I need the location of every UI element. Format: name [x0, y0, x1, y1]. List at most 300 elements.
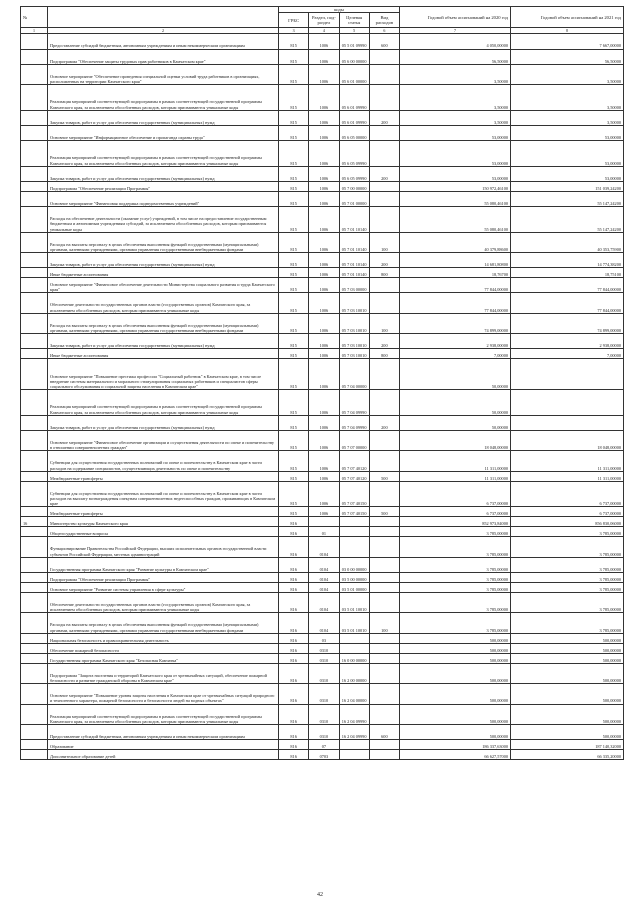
row-cst — [339, 750, 369, 760]
row-vid: 200 — [369, 110, 399, 125]
row-cst — [339, 537, 369, 557]
row-amount-2020: 500,00000 — [400, 724, 511, 739]
row-cst: 16 2 04 09990 — [339, 704, 369, 724]
header-num: № — [21, 7, 48, 28]
table-row — [21, 471, 624, 481]
row-amount-2020: 53,00000 — [400, 125, 511, 140]
row-name: Основное мероприятие "Повышение престижа профессии "Социальный работник" в Камчатском крае, в том числе внедрение системы материального и морального стимулирования социальных работников и специалистов сферы социального обслуживания и социальной защиты населения в Камчатском крае" — [48, 359, 279, 390]
row-grbs: 816 — [279, 517, 309, 527]
row-name: Обеспечение деятельности государственных органов власти (государственных органов) Камчатского края, за исключением обособленных расходов, которым присваиваются уникальные коды — [48, 293, 279, 313]
row-grbs: 815 — [279, 125, 309, 140]
header-vid: Вид расходов — [369, 13, 399, 28]
row-cst: 05 7 03 10010 — [339, 293, 369, 313]
row-vid — [369, 49, 399, 64]
row-razdel: 1006 — [309, 253, 339, 268]
row-cst: 05 5 01 09990 — [339, 34, 369, 49]
row-grbs: 816 — [279, 750, 309, 760]
row-cst: 03 5 01 10010 — [339, 613, 369, 633]
row-grbs: 816 — [279, 740, 309, 750]
row-grbs: 816 — [279, 704, 309, 724]
row-name: Обеспечение пожарной безопасности — [48, 643, 279, 653]
index-cell: 2 — [48, 28, 279, 34]
row-number — [21, 313, 48, 333]
row-amount-2020: 14 681,80800 — [400, 253, 511, 268]
row-amount-2020: 50,00000 — [400, 415, 511, 430]
row-razdel: 1006 — [309, 110, 339, 125]
table-row — [21, 34, 624, 49]
row-number — [21, 207, 48, 233]
row-name: Основное мероприятие "Информационное обеспечение и пропаганда охраны труда" — [48, 125, 279, 140]
row-amount-2020: 852 973,84000 — [400, 517, 511, 527]
row-grbs: 815 — [279, 49, 309, 64]
row-razdel: 1006 — [309, 64, 339, 84]
row-cst: 05 7 01 10140 — [339, 207, 369, 233]
row-razdel: 1006 — [309, 34, 339, 49]
row-razdel: 1006 — [309, 313, 339, 333]
row-name: Закупка товаров, работ и услуг для обеспечения государственных (муниципальных) нужд — [48, 334, 279, 349]
row-name: Иные бюджетные ассигнования — [48, 268, 279, 278]
row-number — [21, 653, 48, 663]
row-grbs: 815 — [279, 390, 309, 416]
row-grbs: 816 — [279, 724, 309, 739]
row-amount-2021: 77 844,00000 — [511, 278, 624, 293]
row-cst: 16 0 00 00000 — [339, 653, 369, 663]
row-grbs: 815 — [279, 431, 309, 451]
index-cell: 7 — [400, 28, 511, 34]
row-vid — [369, 653, 399, 663]
row-razdel: 0310 — [309, 653, 339, 663]
row-vid — [369, 527, 399, 537]
row-amount-2020: 53,00000 — [400, 141, 511, 167]
table-row — [21, 643, 624, 653]
row-amount-2020: 56,50000 — [400, 49, 511, 64]
row-name: Национальная безопасность и правоохранительная деятельность — [48, 633, 279, 643]
row-name: Расходы на обеспечение деятельности (оказание услуг) учреждений, в том числе на предоставление государственным бюджетным и автономным учреждениям субсидий, за исключением обособленных расходов, которым присваиваются уникальные коды — [48, 207, 279, 233]
row-number — [21, 537, 48, 557]
table-row — [21, 740, 624, 750]
row-cst — [339, 643, 369, 653]
row-amount-2021: 11 311,00000 — [511, 471, 624, 481]
row-name: Образование — [48, 740, 279, 750]
row-amount-2020: 7,00000 — [400, 349, 511, 359]
row-number — [21, 110, 48, 125]
row-number — [21, 481, 48, 507]
table-row — [21, 191, 624, 206]
row-razdel: 0104 — [309, 613, 339, 633]
row-amount-2021: 3 785,00000 — [511, 582, 624, 592]
row-name: Государственная программа Камчатского края "Безопасная Камчатка" — [48, 653, 279, 663]
row-amount-2021: 66 335,20000 — [511, 750, 624, 760]
row-number — [21, 704, 48, 724]
row-name: Межбюджетные трансферты — [48, 507, 279, 517]
row-cst: 05 7 03 10010 — [339, 313, 369, 333]
row-razdel: 1006 — [309, 390, 339, 416]
row-name: Основное мероприятие "Развитие системы управления в сфере культуры" — [48, 582, 279, 592]
row-amount-2021: 3 785,00000 — [511, 572, 624, 582]
row-grbs: 816 — [279, 643, 309, 653]
row-razdel: 1006 — [309, 334, 339, 349]
row-cst: 05 7 04 09990 — [339, 415, 369, 430]
row-number — [21, 451, 48, 471]
row-amount-2020: 500,00000 — [400, 643, 511, 653]
row-amount-2020: 53,00000 — [400, 166, 511, 181]
row-grbs: 815 — [279, 349, 309, 359]
row-amount-2020: 3 785,00000 — [400, 557, 511, 572]
row-cst: 16 2 04 09990 — [339, 724, 369, 739]
row-number — [21, 390, 48, 416]
row-grbs: 815 — [279, 191, 309, 206]
row-grbs: 815 — [279, 359, 309, 390]
row-amount-2020: 3,50000 — [400, 110, 511, 125]
row-razdel: 1006 — [309, 293, 339, 313]
row-grbs: 816 — [279, 592, 309, 612]
table-row — [21, 207, 624, 233]
index-cell: 1 — [21, 28, 48, 34]
row-amount-2020: 74 899,00000 — [400, 313, 511, 333]
row-name: Предоставление субсидий бюджетным, автономным учреждениям и иным некоммерческим организациям — [48, 34, 279, 49]
row-grbs: 815 — [279, 253, 309, 268]
row-amount-2021: 77 844,00000 — [511, 293, 624, 313]
row-grbs: 815 — [279, 313, 309, 333]
row-grbs: 815 — [279, 232, 309, 252]
table-row — [21, 724, 624, 739]
row-cst — [339, 527, 369, 537]
row-razdel: 07 — [309, 740, 339, 750]
row-vid: 600 — [369, 34, 399, 49]
row-vid — [369, 191, 399, 206]
row-grbs: 815 — [279, 64, 309, 84]
table-row — [21, 141, 624, 167]
row-number — [21, 592, 48, 612]
row-razdel: 1006 — [309, 349, 339, 359]
row-vid — [369, 582, 399, 592]
row-vid: 200 — [369, 253, 399, 268]
row-vid — [369, 181, 399, 191]
row-number — [21, 64, 48, 84]
row-grbs: 815 — [279, 207, 309, 233]
row-grbs: 815 — [279, 268, 309, 278]
row-cst: 05 7 04 00000 — [339, 359, 369, 390]
row-amount-2021: 6 737,00000 — [511, 481, 624, 507]
row-number — [21, 572, 48, 582]
row-grbs: 815 — [279, 415, 309, 430]
row-razdel: 1006 — [309, 141, 339, 167]
row-amount-2020: 3 785,00000 — [400, 537, 511, 557]
row-razdel: 0104 — [309, 582, 339, 592]
row-razdel: 1006 — [309, 431, 339, 451]
row-amount-2021: 3,50000 — [511, 110, 624, 125]
row-grbs: 815 — [279, 85, 309, 111]
row-vid — [369, 481, 399, 507]
row-name: Подпрограмма "Защита населения и территорий Камчатского края от чрезвычайных ситуаций, обеспечение пожарной безопасности и развитие гражданской обороны в Камчатском крае" — [48, 663, 279, 683]
row-number — [21, 191, 48, 206]
row-amount-2021: 500,00000 — [511, 663, 624, 683]
row-grbs: 816 — [279, 653, 309, 663]
row-vid — [369, 643, 399, 653]
row-amount-2021: 2 938,00000 — [511, 334, 624, 349]
row-vid — [369, 663, 399, 683]
row-razdel: 1006 — [309, 359, 339, 390]
row-name: Основное мероприятие "Обеспечение проведения специальной оценки условий труда работников в организациях, расположенных на территории Камчатского края" — [48, 64, 279, 84]
row-cst: 05 7 01 10140 — [339, 253, 369, 268]
row-name: Реализация мероприятий соответствующей подпрограммы в рамках соответствующей государственной программы Камчатского края, за исключением обособленных расходов, которым присваиваются уникальные коды — [48, 704, 279, 724]
row-name: Основное мероприятие "Повышение уровня защиты населения в Камчатском крае от чрезвычайных ситуаций природного и техногенного характера, пожарной безопасности и безопасности людей на водных объектах" — [48, 684, 279, 704]
row-amount-2021: 3 785,00000 — [511, 537, 624, 557]
row-razdel: 0104 — [309, 572, 339, 582]
row-amount-2020: 18 048,00000 — [400, 431, 511, 451]
table-row — [21, 110, 624, 125]
row-grbs: 816 — [279, 537, 309, 557]
row-name: Субвенции для осуществления государственных полномочий по опеке и попечительству в Камчатском крае в части расходов на выплату вознаграждения опекунам совершеннолетних недееспособных граждан, проживающих в Камчатском крае — [48, 481, 279, 507]
row-amount-2021: 74 899,00000 — [511, 313, 624, 333]
row-grbs: 815 — [279, 141, 309, 167]
row-amount-2020: 11 311,00000 — [400, 451, 511, 471]
row-vid — [369, 141, 399, 167]
row-number — [21, 557, 48, 572]
row-amount-2020: 186 337,63000 — [400, 740, 511, 750]
row-cst: 05 7 07 40150 — [339, 507, 369, 517]
row-amount-2021: 500,00000 — [511, 653, 624, 663]
row-cst: 16 2 00 00000 — [339, 663, 369, 683]
table-row — [21, 268, 624, 278]
row-name: Основное мероприятие "Финансовое обеспечение организации и осуществления деятельности по опеке и попечительству в отношении совершеннолетних граждан" — [48, 431, 279, 451]
row-cst: 05 6 05 00000 — [339, 125, 369, 140]
row-vid — [369, 517, 399, 527]
row-cst — [339, 740, 369, 750]
row-razdel: 0310 — [309, 663, 339, 683]
row-number — [21, 415, 48, 430]
row-amount-2021: 500,00000 — [511, 643, 624, 653]
table-row — [21, 537, 624, 557]
row-amount-2021: 3 785,00000 — [511, 613, 624, 633]
row-vid — [369, 125, 399, 140]
table-row — [21, 633, 624, 643]
table-row — [21, 166, 624, 181]
row-cst: 05 7 00 00000 — [339, 181, 369, 191]
row-grbs: 816 — [279, 527, 309, 537]
row-amount-2020: 500,00000 — [400, 684, 511, 704]
row-cst: 05 7 04 09990 — [339, 390, 369, 416]
table-row — [21, 582, 624, 592]
row-razdel: 1006 — [309, 181, 339, 191]
row-cst — [339, 633, 369, 643]
row-amount-2020: 150 972,46100 — [400, 181, 511, 191]
row-grbs: 816 — [279, 582, 309, 592]
row-name: Подпрограмма "Обеспечение реализации Программы" — [48, 181, 279, 191]
row-amount-2021 — [511, 415, 624, 430]
row-vid: 600 — [369, 724, 399, 739]
table-row — [21, 125, 624, 140]
row-cst: 05 7 07 40120 — [339, 471, 369, 481]
header-razdel: Раздел, под-раздел — [309, 13, 339, 28]
row-grbs: 815 — [279, 181, 309, 191]
row-vid — [369, 684, 399, 704]
row-amount-2021: 3 785,00000 — [511, 592, 624, 612]
row-amount-2020: 3,50000 — [400, 64, 511, 84]
header-2021: Годовой объем ассигнований на 2021 год — [511, 7, 624, 28]
row-vid — [369, 633, 399, 643]
row-cst: 05 7 01 10140 — [339, 232, 369, 252]
table-row — [21, 415, 624, 430]
row-name: Закупка товаров, работ и услуг для обеспечения государственных (муниципальных) нужд — [48, 110, 279, 125]
table-row — [21, 181, 624, 191]
row-number — [21, 613, 48, 633]
row-cst — [339, 517, 369, 527]
row-amount-2021: 151 039,24200 — [511, 181, 624, 191]
table-row — [21, 527, 624, 537]
row-razdel: 1006 — [309, 507, 339, 517]
table-row — [21, 592, 624, 612]
row-name: Закупка товаров, работ и услуг для обеспечения государственных (муниципальных) нужд — [48, 253, 279, 268]
row-cst: 03 0 00 00000 — [339, 557, 369, 572]
row-cst: 05 7 07 00000 — [339, 431, 369, 451]
row-name: Закупка товаров, работ и услуг для обеспечения государственных (муниципальных) нужд — [48, 166, 279, 181]
row-cst: 05 7 01 00000 — [339, 191, 369, 206]
row-name: Межбюджетные трансферты — [48, 471, 279, 481]
row-number — [21, 278, 48, 293]
row-amount-2020: 77 844,00000 — [400, 293, 511, 313]
row-name: Основное мероприятие "Финансовая поддержка подведомственных учреждений" — [48, 191, 279, 206]
row-amount-2021: 56,50000 — [511, 49, 624, 64]
row-vid — [369, 293, 399, 313]
row-name: Расходы на выплаты персоналу в целях обеспечения выполнения функций государственными (муниципальными) органами, казенными учреждениями, органами управления государственными внебюджетными фондами — [48, 613, 279, 633]
table-row — [21, 613, 624, 633]
row-name: Субвенции для осуществления государственных полномочий по опеке и попечительству в Камчатском крае в части расходов на содержание специалистов, осуществляющих деятельность по опеке и попечительству — [48, 451, 279, 471]
row-amount-2021: 187 140,32000 — [511, 740, 624, 750]
row-grbs: 815 — [279, 507, 309, 517]
table-row — [21, 313, 624, 333]
row-razdel: 1006 — [309, 232, 339, 252]
table-row — [21, 334, 624, 349]
row-amount-2021 — [511, 390, 624, 416]
row-vid — [369, 64, 399, 84]
row-name: Основное мероприятие "Финансовое обеспечение деятельности Министерства социального развития и труда Камчатского края" — [48, 278, 279, 293]
row-amount-2021: 53,00000 — [511, 125, 624, 140]
row-vid: 100 — [369, 313, 399, 333]
row-number — [21, 643, 48, 653]
row-vid: 100 — [369, 613, 399, 633]
row-vid: 200 — [369, 334, 399, 349]
row-amount-2021: 500,00000 — [511, 684, 624, 704]
row-number — [21, 125, 48, 140]
row-amount-2021: 3 785,00000 — [511, 527, 624, 537]
row-amount-2021: 856 830,06000 — [511, 517, 624, 527]
row-razdel: 1006 — [309, 471, 339, 481]
row-razdel: 1006 — [309, 166, 339, 181]
row-razdel: 0104 — [309, 592, 339, 612]
row-cst: 05 7 03 00000 — [339, 278, 369, 293]
row-cst: 05 7 03 10010 — [339, 334, 369, 349]
row-vid: 200 — [369, 166, 399, 181]
row-number — [21, 49, 48, 64]
row-vid — [369, 431, 399, 451]
budget-table — [20, 6, 624, 760]
row-amount-2021: 14 774,38200 — [511, 253, 624, 268]
row-name: Подпрограмма "Обеспечение защиты трудовых прав работников в Камчатском крае" — [48, 49, 279, 64]
header-2020: Годовой объем ассигнований на 2020 год — [400, 7, 511, 28]
row-cst: 05 7 07 40150 — [339, 481, 369, 507]
header-cst: Целевая статья — [339, 13, 369, 28]
row-number — [21, 507, 48, 517]
row-number — [21, 684, 48, 704]
row-cst: 03 5 01 00000 — [339, 582, 369, 592]
row-name: Общегосударственные вопросы — [48, 527, 279, 537]
row-vid — [369, 537, 399, 557]
row-razdel: 1006 — [309, 49, 339, 64]
row-vid: 200 — [369, 415, 399, 430]
row-razdel — [309, 517, 339, 527]
row-number — [21, 663, 48, 683]
row-name: Дополнительное образование детей — [48, 750, 279, 760]
row-cst: 05 6 01 00000 — [339, 64, 369, 84]
row-vid — [369, 390, 399, 416]
row-razdel: 1006 — [309, 191, 339, 206]
row-amount-2020: 3,50000 — [400, 85, 511, 111]
row-vid — [369, 592, 399, 612]
row-amount-2020: 3 785,00000 — [400, 527, 511, 537]
row-grbs: 815 — [279, 278, 309, 293]
row-amount-2021 — [511, 359, 624, 390]
row-number — [21, 582, 48, 592]
row-amount-2021: 7 667,00000 — [511, 34, 624, 49]
row-grbs: 816 — [279, 663, 309, 683]
row-cst: 03 5 00 00000 — [339, 572, 369, 582]
row-number — [21, 724, 48, 739]
row-name: Министерство культуры Камчатского края — [48, 517, 279, 527]
row-cst: 05 6 00 00000 — [339, 49, 369, 64]
row-amount-2020: 6 737,00000 — [400, 481, 511, 507]
row-cst: 05 7 01 10140 — [339, 268, 369, 278]
row-vid — [369, 740, 399, 750]
row-amount-2020: 500,00000 — [400, 704, 511, 724]
row-name: Реализация мероприятий соответствующей подпрограммы в рамках соответствующей государственной программы Камчатского края, за исключением обособленных расходов, которым присваиваются уникальные коды — [48, 390, 279, 416]
row-razdel: 1006 — [309, 207, 339, 233]
row-amount-2021: 500,00000 — [511, 704, 624, 724]
row-amount-2021: 3,50000 — [511, 85, 624, 111]
row-amount-2020: 500,00000 — [400, 663, 511, 683]
row-grbs: 815 — [279, 166, 309, 181]
row-vid: 500 — [369, 471, 399, 481]
row-razdel: 0310 — [309, 643, 339, 653]
table-row — [21, 663, 624, 683]
row-vid: 800 — [369, 349, 399, 359]
row-number: 16 — [21, 517, 48, 527]
index-cell: 5 — [339, 28, 369, 34]
row-amount-2020: 40 379,88600 — [400, 232, 511, 252]
row-amount-2021: 500,00000 — [511, 724, 624, 739]
row-vid — [369, 85, 399, 111]
budget-rows — [21, 34, 624, 760]
row-amount-2020: 3 785,00000 — [400, 613, 511, 633]
table-row — [21, 481, 624, 507]
row-number — [21, 431, 48, 451]
row-name: Закупка товаров, работ и услуг для обеспечения государственных (муниципальных) нужд — [48, 415, 279, 430]
row-vid — [369, 451, 399, 471]
row-amount-2021: 55 147,24200 — [511, 191, 624, 206]
row-number — [21, 471, 48, 481]
row-name: Иные бюджетные ассигнования — [48, 349, 279, 359]
row-name: Расходы на выплаты персоналу в целях обеспечения выполнения функций государственными (муниципальными) органами, казенными учреждениями, органами управления государственными внебюджетными фондами — [48, 232, 279, 252]
header-name — [48, 7, 279, 28]
row-amount-2020: 55 080,46100 — [400, 191, 511, 206]
row-amount-2021: 3 785,00000 — [511, 557, 624, 572]
row-cst: 05 7 03 10010 — [339, 349, 369, 359]
table-row — [21, 64, 624, 84]
row-vid — [369, 359, 399, 390]
table-row — [21, 684, 624, 704]
index-cell: 4 — [309, 28, 339, 34]
row-number — [21, 85, 48, 111]
